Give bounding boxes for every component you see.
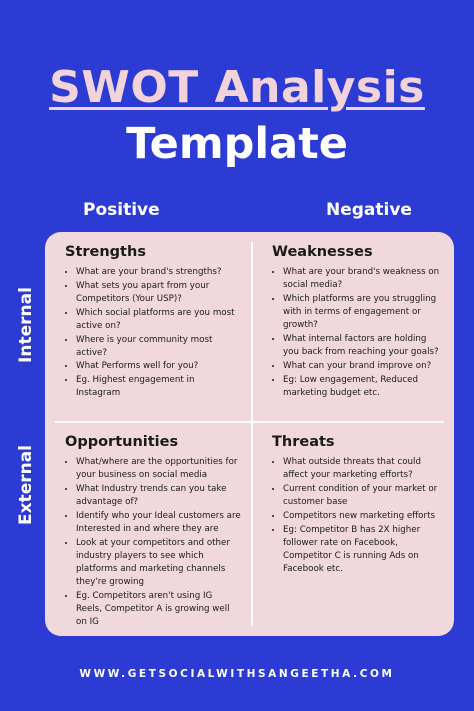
horizontal-divider bbox=[55, 421, 444, 423]
quadrant-heading: Weaknesses bbox=[272, 244, 373, 260]
swot-grid bbox=[45, 232, 454, 636]
list-item: • Competitors new marketing efforts bbox=[283, 510, 442, 523]
list-item: • What Performs well for you? bbox=[76, 360, 241, 373]
list-item: • Which social platforms are you most active on? bbox=[76, 307, 241, 333]
list-item: • What outside threats that could affect your marketing efforts? bbox=[283, 456, 442, 482]
list-item: • Identify who your Ideal customers are Interested in and where they are bbox=[76, 510, 241, 536]
list-item: • Which platforms are you struggling with in terms of engagement or growth? bbox=[283, 293, 442, 333]
quadrant-weaknesses bbox=[272, 244, 442, 401]
list-item: • Eg. Highest engagement in Instagram bbox=[76, 374, 241, 400]
list-item: • What are your brand's weakness on social media? bbox=[283, 266, 442, 292]
vertical-divider bbox=[251, 242, 253, 626]
list-item: • Eg: Low engagement, Reduced marketing budget etc. bbox=[283, 374, 442, 400]
list-item: • Eg. Competitors aren't using IG Reels, Competitor A is growing well on IG bbox=[76, 590, 241, 630]
list-item: • What sets you apart from your Competitors (Your USP)? bbox=[76, 280, 241, 306]
column-header-negative: Negative bbox=[326, 200, 412, 220]
quadrant-list bbox=[272, 456, 442, 576]
list-item: • What/where are the opportunities for your business on social media bbox=[76, 456, 241, 482]
list-item: • Eg: Competitor B has 2X higher follower rate on Facebook, Competitor C is running Ads on Facebook etc. bbox=[283, 524, 442, 577]
list-item: • Current condition of your market or customer base bbox=[283, 483, 442, 509]
quadrant-heading: Opportunities bbox=[65, 434, 179, 450]
page-subtitle: Template bbox=[126, 119, 348, 169]
quadrant-threats bbox=[272, 434, 442, 577]
page-title: SWOT Analysis bbox=[49, 62, 425, 113]
list-item: • What Industry trends can you take advantage of? bbox=[76, 483, 241, 509]
list-item: • What are your brand's strengths? bbox=[76, 266, 241, 279]
list-item: • Look at your competitors and other industry players to see which platforms and marketing channels they're growing bbox=[76, 537, 241, 590]
row-header-internal: Internal bbox=[16, 287, 36, 363]
quadrant-list bbox=[65, 266, 241, 401]
list-item: • What internal factors are holding you back from reaching your goals? bbox=[283, 333, 442, 359]
row-header-external: External bbox=[16, 444, 36, 526]
website-url[interactable]: WWW.GETSOCIALWITHSANGEETHA.COM bbox=[79, 668, 395, 680]
quadrant-list bbox=[65, 456, 241, 630]
list-item: • Where is your community most active? bbox=[76, 334, 241, 360]
list-item: • What can your brand improve on? bbox=[283, 360, 442, 373]
quadrant-heading: Strengths bbox=[65, 244, 146, 260]
quadrant-opportunities bbox=[65, 434, 241, 630]
quadrant-list bbox=[272, 266, 442, 400]
quadrant-strengths bbox=[65, 244, 241, 401]
column-header-positive: Positive bbox=[83, 200, 160, 220]
quadrant-heading: Threats bbox=[272, 434, 335, 450]
